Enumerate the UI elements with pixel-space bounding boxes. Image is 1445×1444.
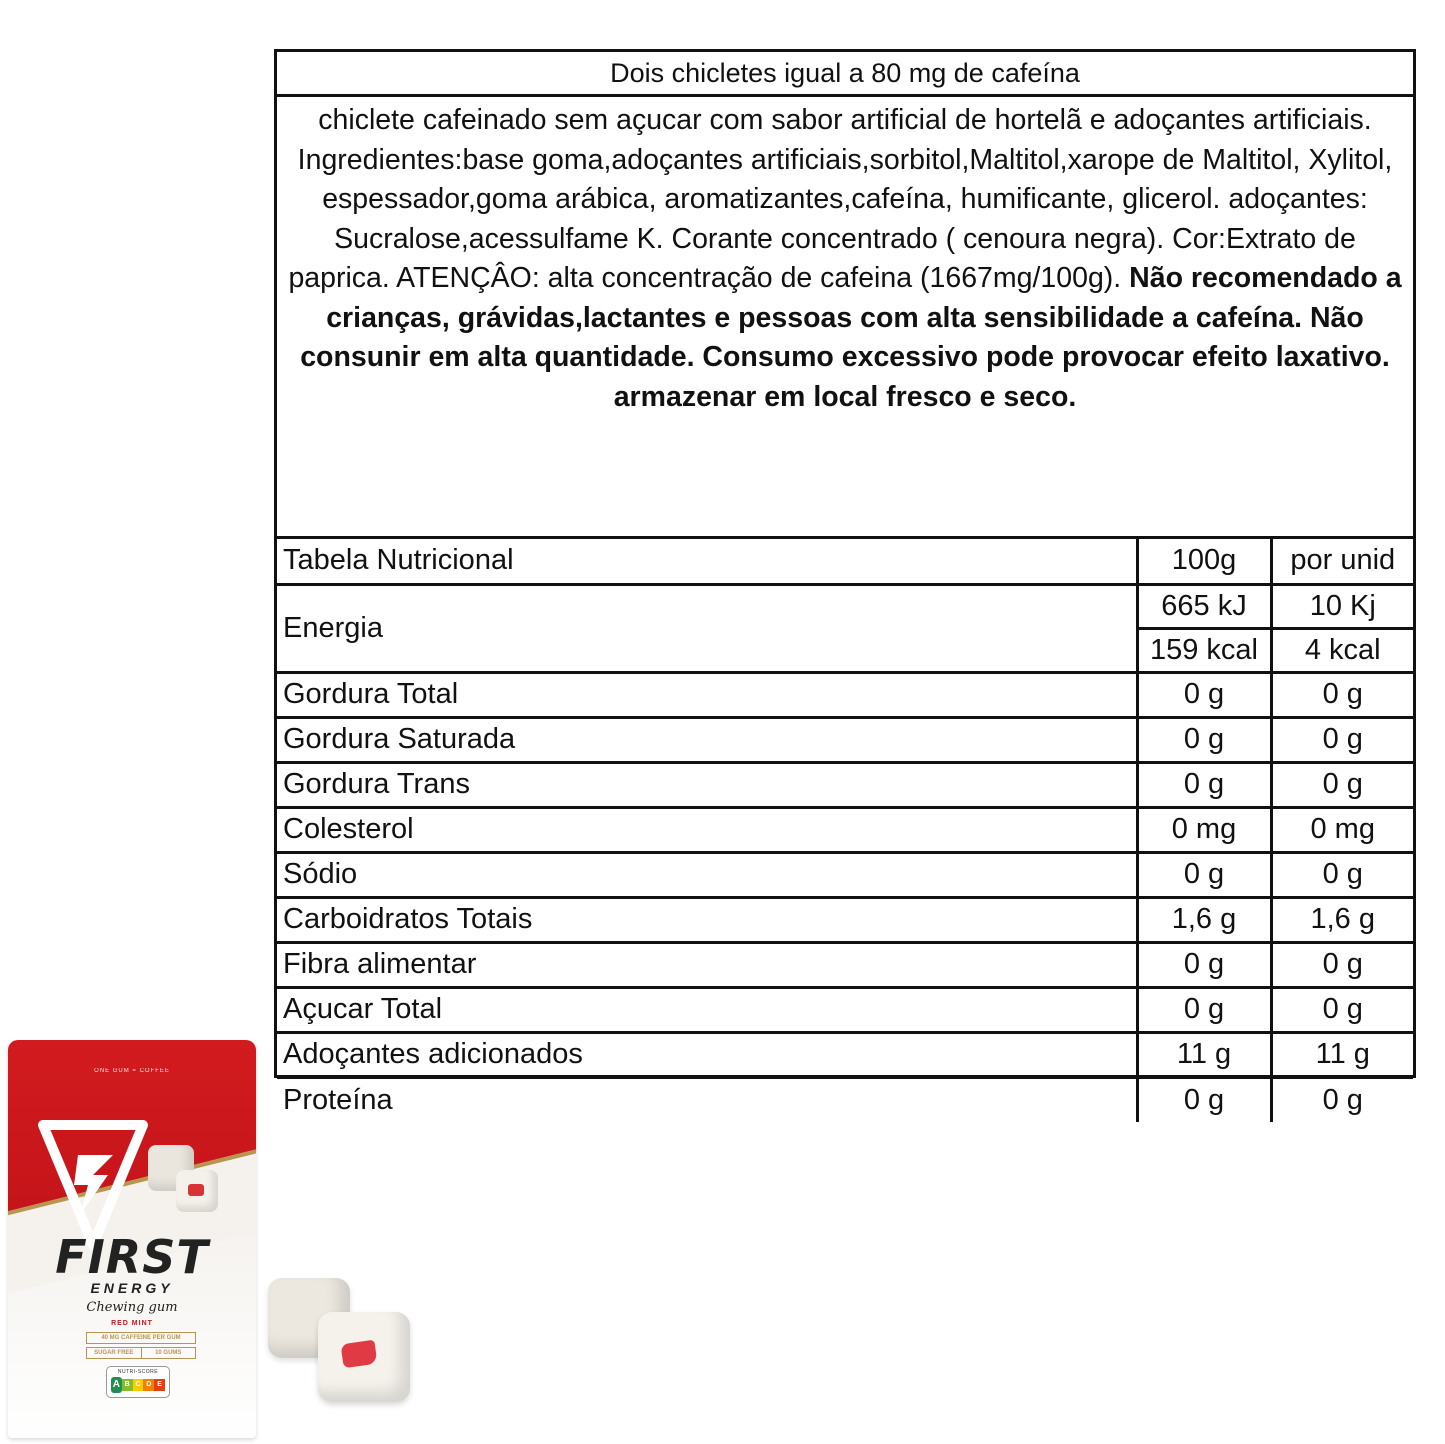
nutri-score-badge	[106, 1366, 170, 1398]
gum-cube-cut-image	[318, 1312, 410, 1402]
nutrient-value-unit: 0 g	[1271, 942, 1413, 987]
nutrient-value-unit: 11 g	[1271, 1032, 1413, 1077]
energy-label: Energia	[277, 584, 1137, 672]
table-row	[277, 897, 1413, 942]
ingredients-regular: chiclete cafeinado sem açucar com sabor artificial de hortelã e adoçantes artificiais. Ingredientes:base goma,adoçantes artificiais,sorbitol,Maltitol,xarope de Maltitol, Xylitol, espessador,goma arábica, aromatizantes,cafeína, humificante, glicerol. adoçantes: Sucralose,acessulfame K. Corante concentrado ( cenoura negra). Cor:Extrato de paprica. ATENÇÂO: alta concentração de cafeina (1667mg/100g).	[288, 104, 1393, 294]
nutrient-value-unit: 0 g	[1271, 987, 1413, 1032]
nutrient-label: Proteína	[277, 1077, 1137, 1122]
nutrient-value-unit: 0 g	[1271, 1077, 1413, 1122]
nutri-score-label: NUTRI-SCORE	[117, 1369, 159, 1375]
nutrient-value-100g: 0 g	[1137, 762, 1271, 807]
nutrient-label: Gordura Total	[277, 672, 1137, 717]
ingredients-warning: Não recomendado a crianças, grávidas,lactantes e pessoas com alta sensibilidade a cafeína. Não consunir em alta quantidade. Consumo excessivo pode provocar efeito laxativo. armazenar em local fresco e seco.	[300, 262, 1402, 413]
nutrient-value-100g: 0 g	[1137, 852, 1271, 897]
nutrient-label: Sódio	[277, 852, 1137, 897]
nutrient-value-100g: 0 g	[1137, 717, 1271, 762]
nutri-score-c: C	[133, 1379, 144, 1391]
energy-kj-100g: 665 kJ	[1137, 584, 1271, 628]
pack-caffeine-claim: 40 MG CAFFEINE PER GUM	[86, 1332, 196, 1344]
ingredients-text	[277, 97, 1413, 539]
table-row	[277, 807, 1413, 852]
pack-top-line: ONE GUM = COFFEE	[94, 1068, 170, 1074]
nutri-score-d: D	[143, 1379, 154, 1391]
nutrition-table-title: Tabela Nutricional	[277, 539, 1137, 584]
nutrient-value-100g: 0 g	[1137, 1077, 1271, 1122]
nutrient-value-100g: 1,6 g	[1137, 897, 1271, 942]
column-100g: 100g	[1137, 539, 1271, 584]
nutrient-value-unit: 0 g	[1271, 672, 1413, 717]
pack-sugar-free: SUGAR FREE	[87, 1348, 142, 1358]
caffeine-header: Dois chicletes igual a 80 mg de cafeína	[277, 52, 1413, 97]
column-per-unit: por unid	[1271, 539, 1413, 584]
energy-kcal-unit: 4 kcal	[1271, 628, 1413, 672]
table-row	[277, 672, 1413, 717]
table-row	[277, 1077, 1413, 1122]
nutrient-label: Carboidratos Totais	[277, 897, 1137, 942]
nutrient-label: Gordura Saturada	[277, 717, 1137, 762]
energy-kj-unit: 10 Kj	[1271, 584, 1413, 628]
nutrition-table	[277, 539, 1413, 1122]
nutri-score-e: E	[154, 1379, 165, 1391]
nutrient-value-100g: 11 g	[1137, 1032, 1271, 1077]
pack-brand-sub: ENERGY	[90, 1280, 174, 1296]
nutrient-value-100g: 0 g	[1137, 672, 1271, 717]
table-row	[277, 942, 1413, 987]
product-pack-image	[8, 1040, 256, 1438]
nutrient-label: Colesterol	[277, 807, 1137, 852]
pack-gum-cube-cut	[176, 1170, 218, 1212]
table-row	[277, 762, 1413, 807]
nutri-score-b: B	[122, 1379, 133, 1391]
table-header-row	[277, 539, 1413, 584]
nutrient-value-unit: 1,6 g	[1271, 897, 1413, 942]
nutrient-value-unit: 0 mg	[1271, 807, 1413, 852]
energy-kcal-100g: 159 kcal	[1137, 628, 1271, 672]
nutrient-label: Adoçantes adicionados	[277, 1032, 1137, 1077]
nutrient-label: Gordura Trans	[277, 762, 1137, 807]
table-row	[277, 584, 1413, 628]
nutrient-value-100g: 0 mg	[1137, 807, 1271, 852]
pack-gum-count: 10 GUMS	[155, 1350, 182, 1356]
table-row	[277, 1032, 1413, 1077]
pack-flavor: RED MINT	[111, 1320, 153, 1327]
nutrient-value-unit: 0 g	[1271, 852, 1413, 897]
nutri-score-a: A	[111, 1377, 122, 1393]
pack-brand: FIRST	[55, 1230, 209, 1284]
table-row	[277, 987, 1413, 1032]
table-row	[277, 852, 1413, 897]
nutrient-value-100g: 0 g	[1137, 942, 1271, 987]
product-label	[274, 49, 1416, 1116]
nutrient-label: Fibra alimentar	[277, 942, 1137, 987]
nutri-score-bars	[111, 1377, 165, 1393]
pack-claims	[86, 1347, 196, 1359]
table-row	[277, 717, 1413, 762]
pack-product-name: Chewing gum	[86, 1300, 178, 1315]
nutrient-value-unit: 0 g	[1271, 717, 1413, 762]
nutrient-value-100g: 0 g	[1137, 987, 1271, 1032]
nutrient-value-unit: 0 g	[1271, 762, 1413, 807]
nutrient-label: Açucar Total	[277, 987, 1137, 1032]
